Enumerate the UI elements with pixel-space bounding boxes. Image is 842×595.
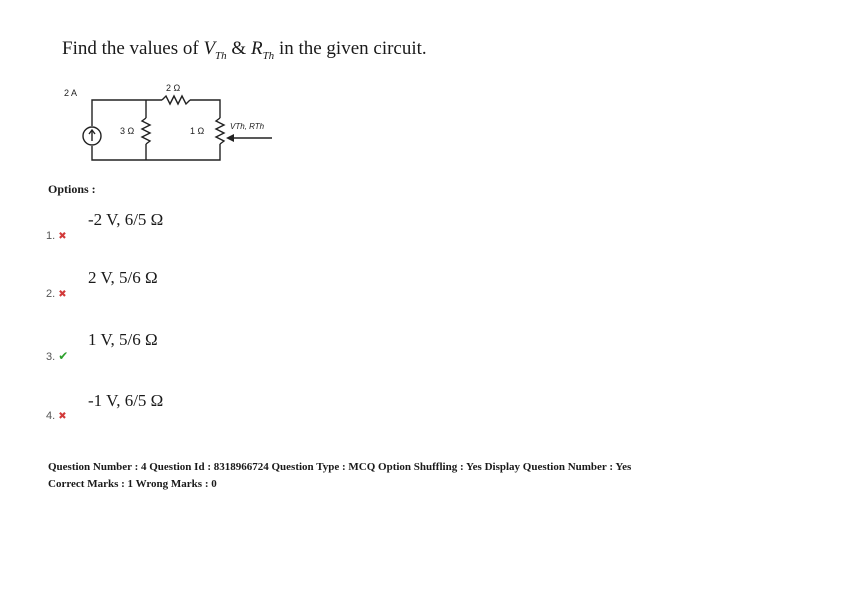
option-3-text[interactable]: 1 V, 5/6 Ω xyxy=(88,330,158,349)
options-label: Options : xyxy=(48,182,96,196)
option-4-number: 4. ✖ xyxy=(46,410,67,422)
resistor-1ohm xyxy=(216,118,224,144)
wrong-icon: ✖ xyxy=(58,289,67,300)
option-1-text[interactable]: -2 V, 6/5 Ω xyxy=(88,210,164,229)
r3-label: 1 Ω xyxy=(190,126,205,136)
wrong-icon: ✖ xyxy=(58,411,67,422)
option-4-text[interactable]: -1 V, 6/5 Ω xyxy=(88,391,164,410)
option-2-number: 2. ✖ xyxy=(46,288,67,300)
source-label: 2 A xyxy=(64,88,78,98)
r2-label: 2 Ω xyxy=(166,83,181,93)
r1-label: 3 Ω xyxy=(120,126,135,136)
option-3-number: 3. ✔ xyxy=(46,349,69,363)
question-meta-line1: Question Number : 4 Question Id : 8318966724 Question Type : MCQ Option Shuffling : Yes Display Question Number : Yes xyxy=(48,461,632,473)
checkmark-icon: ✔ xyxy=(58,349,69,363)
resistor-2ohm xyxy=(162,96,190,104)
wrong-icon: ✖ xyxy=(58,231,67,242)
option-1-number: 1. ✖ xyxy=(46,230,67,242)
circuit-diagram xyxy=(60,80,290,175)
option-2-text[interactable]: 2 V, 5/6 Ω xyxy=(88,268,158,287)
terminal-label: VTh, RTh xyxy=(230,122,265,131)
question-text: Find the values of $V_{Th}$ & $R_{Th}$ in the given circuit. xyxy=(62,38,427,62)
question-meta-line2: Correct Marks : 1 Wrong Marks : 0 xyxy=(48,478,217,490)
resistor-3ohm xyxy=(142,118,150,144)
